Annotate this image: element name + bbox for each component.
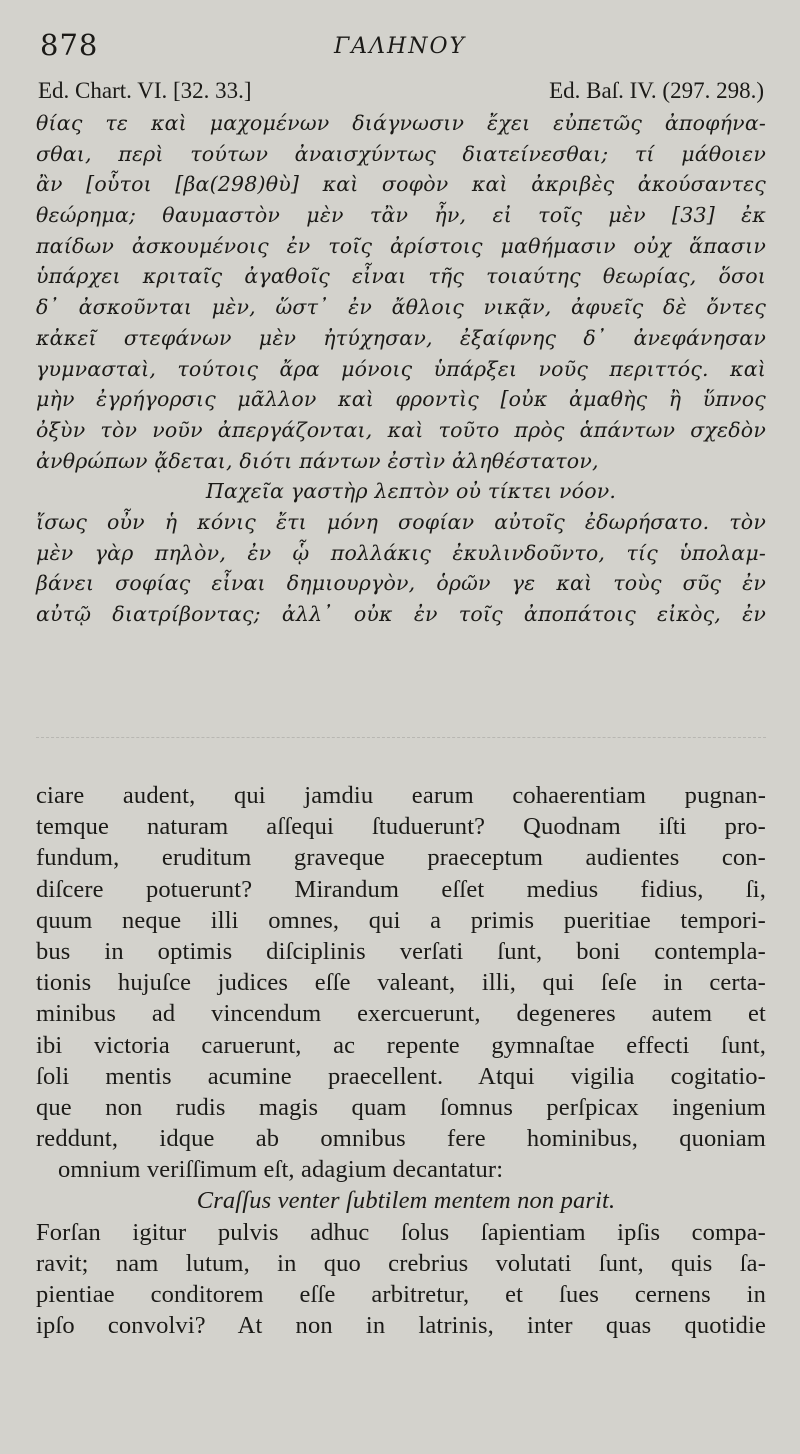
latin-line: ſoli mentis acumine praecellent. Atqui vigilia cogitatio- bbox=[36, 1062, 766, 1090]
greek-line: ὑπάρχει κριταῖς ἀγαθοῖς εἶναι τῆς τοιαύτης θεωρίας, ὅσοι bbox=[36, 264, 766, 289]
latin-line: bus in optimis diſciplinis verſati ſunt, boni contempla- bbox=[36, 937, 766, 965]
greek-line: ἴσως οὖν ἡ κόνις ἔτι μόνη σοφίαν αὐτοῖς ἐδωρήσατο. τὸν bbox=[36, 509, 766, 534]
greek-line: δ᾽ ἀσκοῦνται μὲν, ὥστ᾽ ἐν ἄθλοις νικᾷν, ἀφυεῖς δὲ ὄντες bbox=[36, 295, 766, 320]
greek-line: κἀκεῖ στεφάνων μὲν ἠτύχησαν, ἐξαίφνης δ᾽ ἀνεφάνησαν bbox=[36, 325, 766, 350]
latin-quotation: Craſſus venter ſubtilem mentem non parit. bbox=[196, 1187, 616, 1215]
latin-line: que non rudis magis quam ſomnus perſpicax ingenium bbox=[36, 1093, 766, 1121]
latin-line: ibi victoria caruerunt, ac repente gymnaſtae effecti ſunt, bbox=[36, 1031, 766, 1059]
latin-line: reddunt, idque ab omnibus fere hominibus, quoniam bbox=[36, 1125, 766, 1153]
greek-text-column bbox=[36, 108, 766, 630]
latin-text-column bbox=[36, 780, 766, 1341]
latin-line: fundum, eruditum graveque praeceptum audientes con- bbox=[36, 844, 766, 872]
latin-line: temque naturam aſſequi ſtuduerunt? Quodnam iſti pro- bbox=[36, 813, 766, 841]
greek-line: θίας τε καὶ μαχομένων διάγνωσιν ἔχει εὐπετῶς ἀποφήνα- bbox=[36, 111, 766, 135]
greek-line: ἀνθρώπων ᾄδεται, διότι πάντων ἐστὶν ἀληθέστατον, bbox=[36, 448, 599, 473]
greek-line: μὲν γὰρ πηλὸν, ἐν ᾧ πολλάκις ἐκυλινδοῦντο, τίς ὑπολαμ- bbox=[36, 540, 766, 565]
latin-line: diſcere potuerunt? Mirandum eſſet medius fidius, ſi, bbox=[36, 875, 766, 903]
latin-line: omnium veriſſimum eſt, adagium decantatur: bbox=[58, 1156, 504, 1184]
greek-line: θεώρημα; θαυμαστὸν μὲν τἂν ἦν, εἰ τοῖς μὲν [33] ἐκ bbox=[36, 203, 766, 228]
greek-line: βάνει σοφίας εἶναι δημιουργὸν, ὁρῶν γε καὶ τοὺς σῦς ἐν bbox=[36, 571, 766, 596]
edition-references bbox=[38, 78, 764, 108]
greek-line: ὀξὺν τὸν νοῦν ἀπεργάζονται, καὶ τοῦτο πρὸς ἁπάντων σχεδὸν bbox=[36, 417, 766, 442]
page-number: 878 bbox=[40, 28, 99, 62]
column-divider bbox=[36, 737, 766, 738]
greek-line: σθαι, περὶ τούτων ἀναισχύντως διατείνεσθαι; τί μάθοιεν bbox=[36, 141, 766, 166]
greek-line: παίδων ἀσκουμένοις ἐν τοῖς ἀρίστοις μαθήμασιν οὐχ ἅπασιν bbox=[36, 233, 766, 258]
latin-line: ciare audent, qui jamdiu earum cohaerentiam pugnan- bbox=[36, 782, 766, 809]
running-head: ΓΑΛΗΝΟΥ bbox=[333, 34, 467, 59]
greek-line: αὐτῷ διατρίβοντας; ἀλλ᾽ οὐκ ἐν τοῖς ἀποπάτοις εἰκὸς, ἐν bbox=[36, 602, 766, 626]
latin-line: ipſo convolvi? At non in latrinis, inter quas quotidie bbox=[36, 1312, 766, 1340]
edition-basel-ref: Ed. Baſ. IV. (297. 298.) bbox=[549, 78, 764, 103]
greek-quotation: Παχεῖα γαστὴρ λεπτὸν οὐ τίκτει νόον. bbox=[205, 479, 617, 504]
latin-line: minibus ad vincendum exercuerunt, degeneres autem et bbox=[36, 1000, 766, 1028]
greek-line: μὴν ἐγρήγορσις μᾶλλον καὶ φροντὶς [οὐκ ἀμαθὴς ἢ ὕπνος bbox=[36, 387, 766, 412]
latin-line: tionis hujuſce judices eſſe valeant, illi, qui ſeſe in certa- bbox=[36, 969, 766, 997]
latin-line: Forſan igitur pulvis adhuc ſolus ſapientiam ipſis compa- bbox=[36, 1218, 766, 1246]
latin-line: pientiae conditorem eſſe arbitretur, et ſues cernens in bbox=[36, 1281, 766, 1308]
edition-chartier-ref: Ed. Chart. VI. [32. 33.] bbox=[38, 78, 252, 103]
page-header bbox=[40, 28, 760, 64]
latin-line: ravit; nam lutum, in quo crebrius volutati ſunt, quis ſa- bbox=[36, 1249, 766, 1277]
latin-line: quum neque illi omnes, qui a primis pueritiae tempori- bbox=[36, 906, 766, 934]
greek-line: γυμνασταὶ, τούτοις ἄρα μόνοις ὑπάρξει νοῦς περιττός. καὶ bbox=[36, 356, 766, 381]
greek-line: ἂν [οὗτοι [βα(298)θὺ] καὶ σοφὸν καὶ ἀκριβὲς ἀκούσαντες bbox=[36, 172, 766, 197]
